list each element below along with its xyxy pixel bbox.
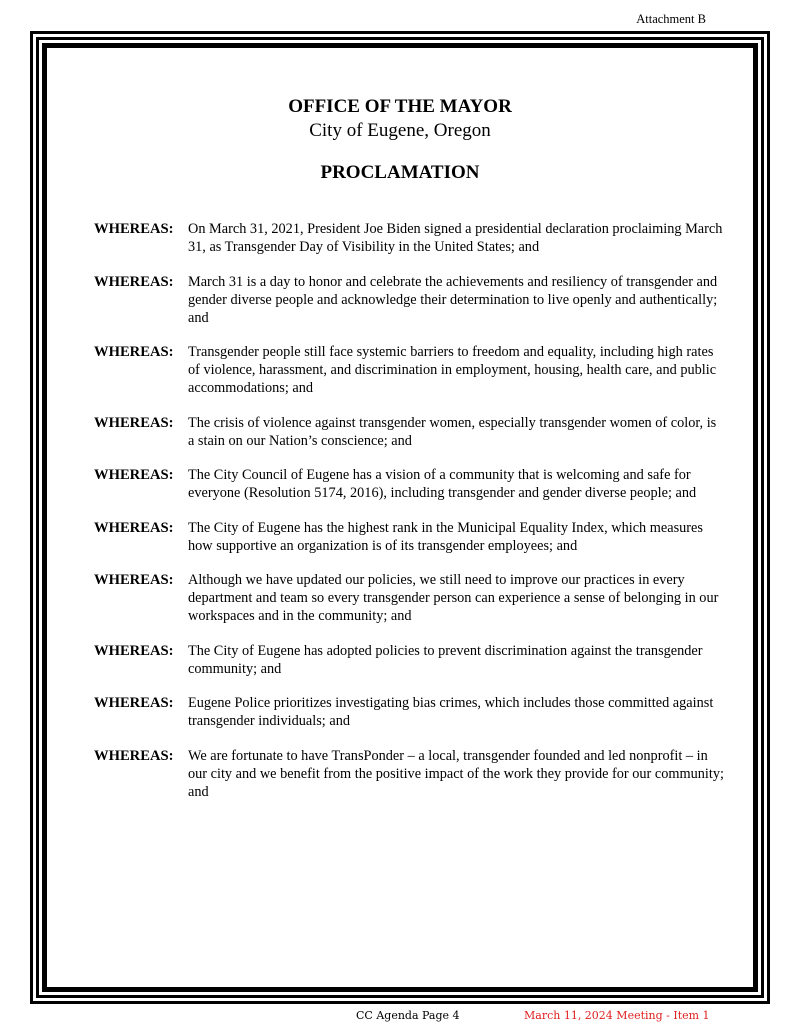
document-title: PROCLAMATION: [320, 162, 480, 183]
city-subtitle: City of Eugene, Oregon: [309, 120, 491, 141]
clause-text: March 31 is a day to honor and celebrate the achievements and resiliency of transgender and gender diverse people and acknowledge their determination to live openly and authentically; and: [188, 273, 718, 326]
whereas-clause: [94, 519, 734, 555]
clause-label: WHEREAS:: [94, 695, 174, 711]
clause-label: WHEREAS:: [94, 747, 174, 764]
attachment-label: Attachment B: [636, 12, 706, 26]
clause-label: WHEREAS:: [94, 344, 174, 360]
whereas-clauses: [94, 220, 734, 817]
whereas-clause: [94, 343, 734, 397]
clause-text: Transgender people still face systemic barriers to freedom and equality, including high rates of violence, harassment, and discrimination in employment, housing, health care, and public accommodations; and: [188, 344, 717, 396]
whereas-clause: [94, 642, 734, 678]
clause-text: We are fortunate to have TransPonder – a local, transgender founded and led nonprofit – in our city and we benefit from the positive impact of the work they provide for our community; and: [188, 747, 724, 800]
clause-text: The City Council of Eugene has a vision of a community that is welcoming and safe for everyone (Resolution 5174, 2016), including transgender and gender diverse people; and: [188, 467, 697, 501]
clause-label: WHEREAS:: [94, 519, 174, 536]
whereas-clause: [94, 747, 734, 801]
whereas-clause: [94, 694, 734, 730]
clause-text: Eugene Police prioritizes investigating bias crimes, which includes those committed against transgender individuals; and: [188, 695, 714, 729]
clause-text: Although we have updated our policies, we still need to improve our practices in every department and team so every transgender person can experience a sense of belonging in our workspaces and in the community; and: [188, 572, 719, 624]
clause-label: WHEREAS:: [94, 221, 174, 237]
clause-text: The crisis of violence against transgender women, especially transgender women of color, is a stain on our Nation’s conscience; and: [188, 414, 717, 449]
whereas-clause: [94, 466, 734, 502]
office-title: OFFICE OF THE MAYOR: [288, 96, 512, 117]
clause-label: WHEREAS:: [94, 414, 174, 431]
clause-text: The City of Eugene has adopted policies to prevent discrimination against the transgender community; and: [188, 642, 703, 677]
clause-label: WHEREAS:: [94, 273, 174, 290]
clause-label: WHEREAS:: [94, 642, 174, 659]
whereas-clause: [94, 414, 734, 450]
meeting-item-label: March 11, 2024 Meeting - Item 1: [524, 1009, 710, 1022]
whereas-clause: [94, 273, 734, 327]
clause-label: WHEREAS:: [94, 572, 174, 588]
clause-text: The City of Eugene has the highest rank in the Municipal Equality Index, which measures how supportive an organization is of its transgender employees; and: [188, 519, 703, 554]
whereas-clause: [94, 571, 734, 625]
clause-text: On March 31, 2021, President Joe Biden signed a presidential declaration proclaiming March 31, as Transgender Day of Visibility in the United States; and: [188, 221, 723, 255]
whereas-clause: [94, 220, 734, 256]
clause-label: WHEREAS:: [94, 467, 174, 483]
agenda-page-label: CC Agenda Page 4: [356, 1009, 460, 1022]
